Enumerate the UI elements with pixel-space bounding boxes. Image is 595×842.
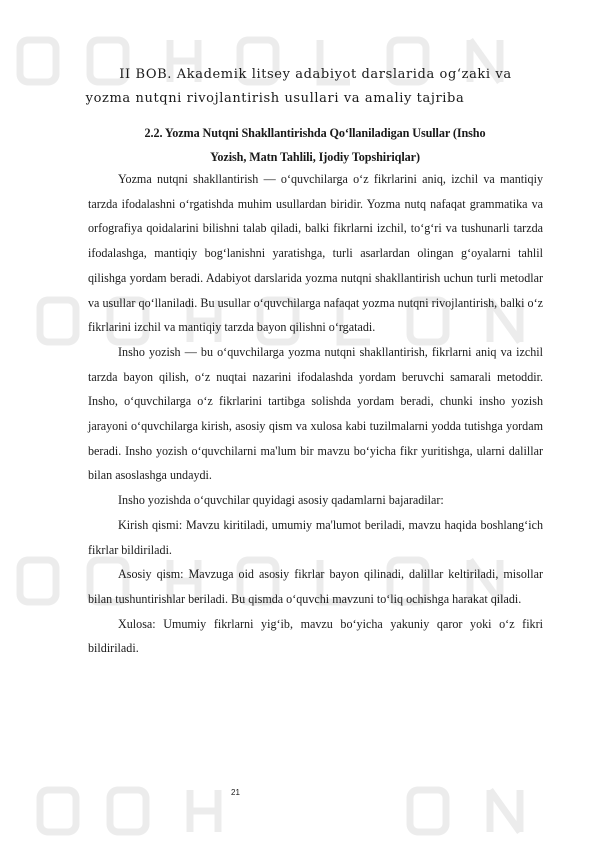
paragraph-kirish: Kirish qismi: Mavzu kiritiladi, umumiy ma'lumot beriladi, mavzu haqida boshlang‘ich fikrlar bildiriladi. (88, 517, 543, 557)
body-text (88, 167, 543, 661)
section-title-line-1: 2.2. Yozma Nutqni Shakllantirishda Qo‘llaniladigan Usullar (Insho (144, 126, 486, 140)
page-number: 21 (231, 788, 240, 797)
paragraph-insho: Insho yozish — bu o‘quvchilarga yozma nutqni shakllantirish, fikrlarni aniq va izchil tarzda bayon qilish, o‘z nuqtai nazarini ifodalashda yordam beruvchi samarali metoddir. Insho, o‘quvchilarga o‘z fikrlarini tartibga solishda yordam beradi, chunki insho yozish jarayoni o‘quvchilarga kirish, asosiy qism va xulosa kabi tuzilmalarni yodda tutishga yordam beradi. Insho yozish o‘quvchilarni ma'lum bir mavzu bo‘yicha fikr yuritishga, ularni dalillar bilan asoslashga undaydi. (88, 344, 543, 483)
chapter-title-line-2: yozma nutqni rivojlantirish usullari va amaliy tajriba (85, 91, 465, 106)
chapter-title-line-1: II BOB. Akademik litsey adabiyot darslarida og‘zaki va (119, 67, 512, 82)
paragraph-xulosa: Xulosa: Umumiy fikrlarni yig‘ib, mavzu bo‘yicha yakuniy qaror yoki o‘z fikri bildiriladi. (88, 616, 543, 656)
paragraph-intro: Yozma nutqni shakllantirish — o‘quvchilarga o‘z fikrlarini aniq, izchil va mantiqiy tarzda ifodalashni o‘rgatishda muhim usullardan biridir. Yozma nutq nafaqat grammatika va orfografiya qoidalarini bilishni talab qiladi, balki fikrlarni izchil, to‘g‘ri va tushunarli tarzda ifodalashga, mantiqiy bog‘lanishni yaratishga, turli asarlardan olingan g‘oyalarni tahlil qilishga yordam beradi. Adabiyot darslarida yozma nutqni shakllantirish uchun turli metodlar va usullar qo‘llaniladi. Bu usullar o‘quvchilarga nafaqat yozma nutqni rivojlantirish, balki o‘z fikrlarini izchil va mantiqiy tarzda bayon qilishni o‘rgatadi. (88, 172, 543, 335)
paragraph-steps-lead: Insho yozishda o‘quvchilar quyidagi asosiy qadamlarni bajaradilar: (118, 493, 444, 508)
paragraph-asosiy: Asosiy qism: Mavzuga oid asosiy fikrlar bayon qilinadi, dalillar keltiriladi, misollar bilan tushuntirishlar beriladi. Bu qismda o‘quvchi mavzuni to‘liq ochishga harakat qiladi. (88, 567, 543, 606)
section-title-line-2: Yozish, Matn Tahlili, Ijodiy Topshiriqlar) (210, 150, 420, 164)
